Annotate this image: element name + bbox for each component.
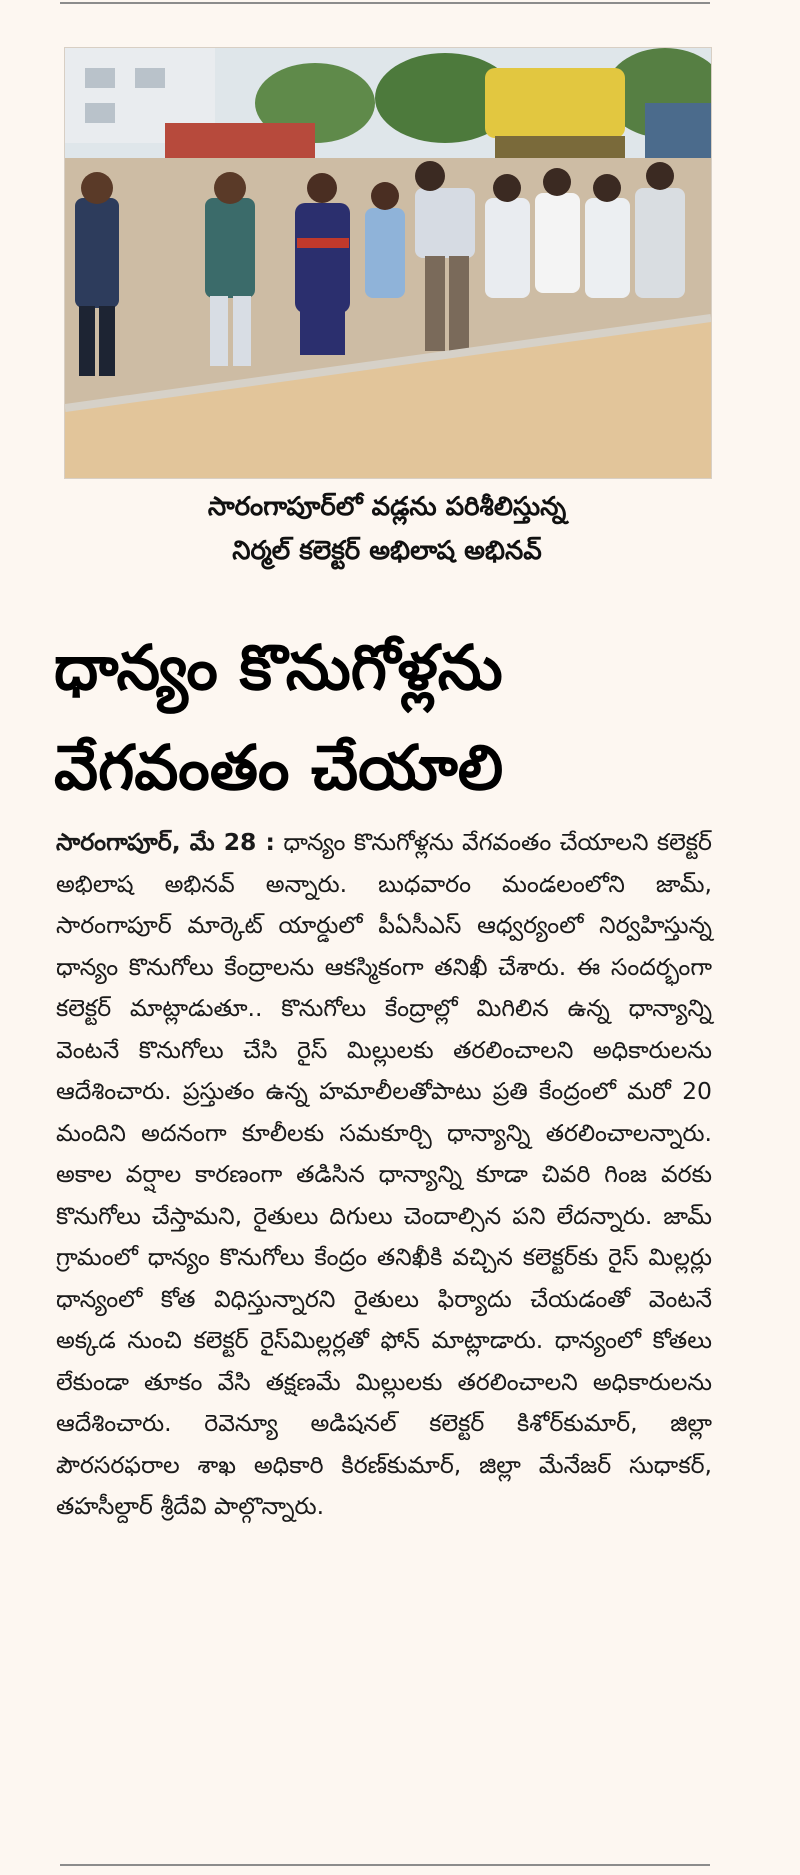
- caption-line-1: సారంగాపూర్‌లో వడ్లను పరిశీలిస్తున్న: [207, 492, 567, 522]
- dateline: సారంగాపూర్, మే 28 :: [56, 828, 275, 856]
- caption-line-2: నిర్మల్ కలెక్టర్ అభిలాష అభినవ్: [232, 536, 542, 566]
- article-body: [56, 822, 712, 1528]
- photo-icon: [65, 48, 711, 478]
- photo-caption: [64, 485, 710, 573]
- article-text: ధాన్యం కొనుగోళ్లను వేగవంతం చేయాలని కలెక్టర్ అభిలాష అభినవ్ అన్నారు. బుధవారం మండలంలోని జామ్, సారంగాపూర్ మార్కెట్ యార్డులో పీఏసీఎస్ ఆధ్వర్యంలో నిర్వహిస్తున్న ధాన్యం కొనుగోలు కేంద్రాలను ఆకస్మికంగా తనిఖీ చేశారు. ఈ సందర్భంగా కలెక్టర్ మాట్లాడుతూ.. కొనుగోలు కేంద్రాల్లో మిగిలిన ఉన్న ధాన్యాన్ని వెంటనే కొనుగోలు చేసి రైస్ మిల్లులకు తరలించాలని అధికారులను ఆదేశించారు. ప్రస్తుతం ఉన్న హమాలీలతోపాటు ప్రతి కేంద్రంలో మరో 20 మందిని అదనంగా కూలీలకు సమకూర్చి ధాన్యాన్ని తరలించాలన్నారు. అకాల వర్షాల కారణంగా తడిసిన ధాన్యాన్ని కూడా చివరి గింజ వరకు కొనుగోలు చేస్తామని, రైతులు దిగులు చెందాల్సిన పని లేదన్నారు. జామ్ గ్రామంలో ధాన్యం కొనుగోలు కేంద్రం తనిఖీకి వచ్చిన కలెక్టర్‌కు రైస్ మిల్లర్లు ధాన్యంలో కోత విధిస్తున్నారని రైతులు ఫిర్యాదు చేయడంతో వెంటనే అక్కడ నుంచి కలెక్టర్ రైస్‌మిల్లర్లతో ఫోన్ మాట్లాడారు. ధాన్యంలో కోతలు లేకుండా తూకం వేసి తక్షణమే మిల్లులకు తరలించాలని అధికారులను ఆదేశించారు. రెవెన్యూ అడిషనల్ కలెక్టర్ కిశోర్‌కుమార్, జిల్లా పౌరసరఫరాల శాఖ అధికారి కిరణ్‌కుమార్, జిల్లా మేనేజర్ సుధాకర్, తహసీల్దార్ శ్రీదేవి పాల్గొన్నారు.: [56, 828, 712, 1520]
- headline-line-1: ధాన్యం కొనుగోళ్లను: [54, 631, 503, 704]
- bottom-rule: [60, 1864, 710, 1866]
- headline-line-2: వేగవంతం చేయాలి: [54, 731, 504, 804]
- news-photo: [64, 47, 712, 479]
- headline: [54, 618, 714, 818]
- top-rule: [60, 2, 710, 4]
